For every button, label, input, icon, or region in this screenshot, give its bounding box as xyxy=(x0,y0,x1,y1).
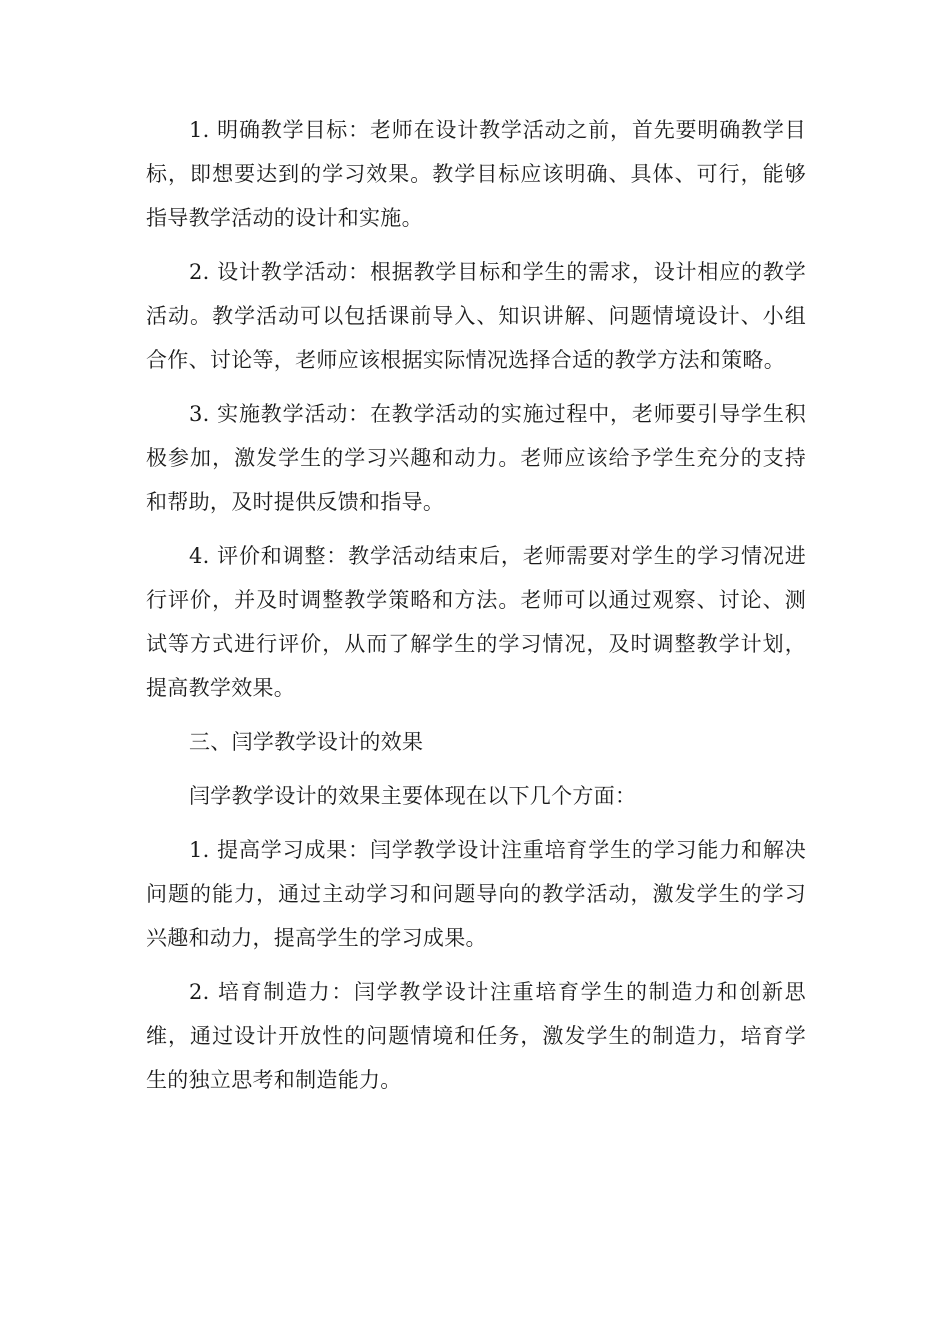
paragraph-goal: 1. 明确教学目标：老师在设计教学活动之前，首先要明确教学目标，即想要达到的学习效果。教学目标应该明确、具体、可行，能够指导教学活动的设计和实施。 xyxy=(146,118,806,230)
paragraph-intro: 闫学教学设计的效果主要体现在以下几个方面： xyxy=(189,784,637,808)
paragraph-implement-activity: 3. 实施教学活动：在教学活动的实施过程中，老师要引导学生积极参加，激发学生的学习兴趣和动力。老师应该给予学生充分的支持和帮助，及时提供反馈和指导。 xyxy=(146,402,806,514)
paragraph-evaluate-adjust: 4. 评价和调整：教学活动结束后，老师需要对学生的学习情况进行评价，并及时调整教学策略和方法。老师可以通过观察、讨论、测试等方式进行评价，从而了解学生的学习情况，及时调整教学计划，提高教学效果。 xyxy=(146,544,806,700)
paragraph-design-activity: 2. 设计教学活动：根据教学目标和学生的需求，设计相应的教学活动。教学活动可以包括课前导入、知识讲解、问题情境设计、小组合作、讨论等，老师应该根据实际情况选择合适的教学方法和策略。 xyxy=(146,260,806,372)
section-heading: 三、闫学教学设计的效果 xyxy=(189,730,424,754)
paragraph-improve-results: 1. 提高学习成果：闫学教学设计注重培育学生的学习能力和解决问题的能力，通过主动学习和问题导向的教学活动，激发学生的学习兴趣和动力，提高学生的学习成果。 xyxy=(146,838,806,950)
document-page xyxy=(146,108,806,1102)
paragraph-creativity: 2. 培育制造力：闫学教学设计注重培育学生的制造力和创新思维，通过设计开放性的问题情境和任务，激发学生的制造力，培育学生的独立思考和制造能力。 xyxy=(146,980,806,1092)
